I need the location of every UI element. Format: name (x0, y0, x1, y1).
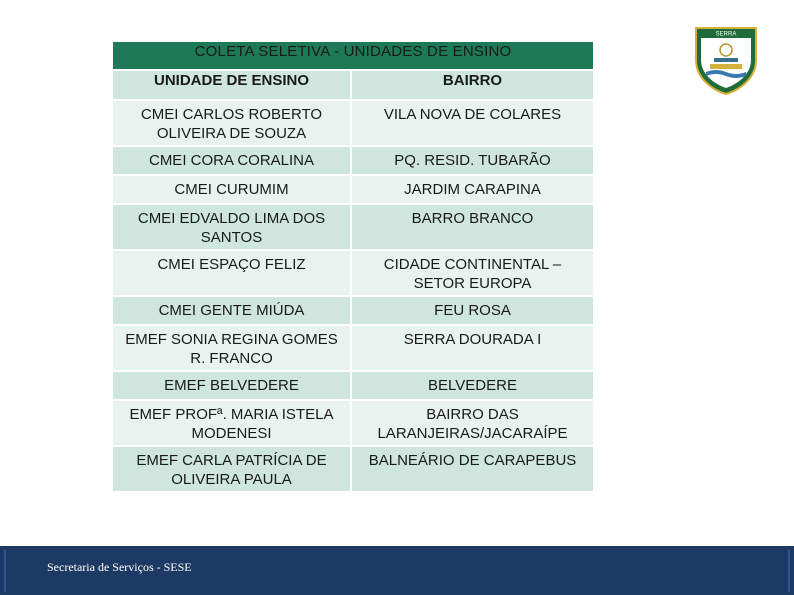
table-header-row (113, 70, 593, 100)
table-row (113, 446, 593, 492)
neighborhood-cell: BARRO BRANCO (351, 204, 593, 250)
svg-text:SERRA: SERRA (715, 31, 737, 38)
unit-cell: CMEI EDVALDO LIMA DOS SANTOS (113, 204, 351, 250)
neighborhood-cell: BELVEDERE (351, 371, 593, 400)
neighborhood-cell: BALNEÁRIO DE CARAPEBUS (351, 446, 593, 492)
neighborhood-cell: CIDADE CONTINENTAL – SETOR EUROPA (351, 250, 593, 296)
table-row (113, 325, 593, 371)
city-crest-icon (694, 26, 758, 96)
table-row (113, 175, 593, 204)
neighborhood-cell: BAIRRO DAS LARANJEIRAS/JACARAÍPE (351, 400, 593, 446)
unit-cell: EMEF PROFª. MARIA ISTELA MODENESI (113, 400, 351, 446)
neighborhood-cell: SERRA DOURADA I (351, 325, 593, 371)
footer-text: Secretaria de Serviços - SESE (47, 560, 192, 574)
table-row (113, 100, 593, 146)
neighborhood-cell: FEU ROSA (351, 296, 593, 325)
unit-cell: CMEI CARLOS ROBERTO OLIVEIRA DE SOUZA (113, 100, 351, 146)
table-row (113, 204, 593, 250)
unit-cell: CMEI ESPAÇO FELIZ (113, 250, 351, 296)
table-title: COLETA SELETIVA - UNIDADES DE ENSINO (113, 42, 593, 70)
neighborhood-cell: PQ. RESID. TUBARÃO (351, 146, 593, 175)
unit-cell: EMEF SONIA REGINA GOMES R. FRANCO (113, 325, 351, 371)
table-row (113, 296, 593, 325)
table-title-row (113, 42, 593, 70)
unit-cell: CMEI CURUMIM (113, 175, 351, 204)
neighborhood-cell: VILA NOVA DE COLARES (351, 100, 593, 146)
schools-table-container (113, 42, 593, 493)
schools-table (113, 42, 593, 493)
unit-cell: EMEF BELVEDERE (113, 371, 351, 400)
column-header-neighborhood: BAIRRO (351, 70, 593, 100)
table-row (113, 371, 593, 400)
table-row (113, 146, 593, 175)
column-header-unit: UNIDADE DE ENSINO (113, 70, 351, 100)
table-row (113, 400, 593, 446)
unit-cell: EMEF CARLA PATRÍCIA DE OLIVEIRA PAULA (113, 446, 351, 492)
unit-cell: CMEI CORA CORALINA (113, 146, 351, 175)
neighborhood-cell: JARDIM CARAPINA (351, 175, 593, 204)
table-row (113, 250, 593, 296)
unit-cell: CMEI GENTE MIÚDA (113, 296, 351, 325)
